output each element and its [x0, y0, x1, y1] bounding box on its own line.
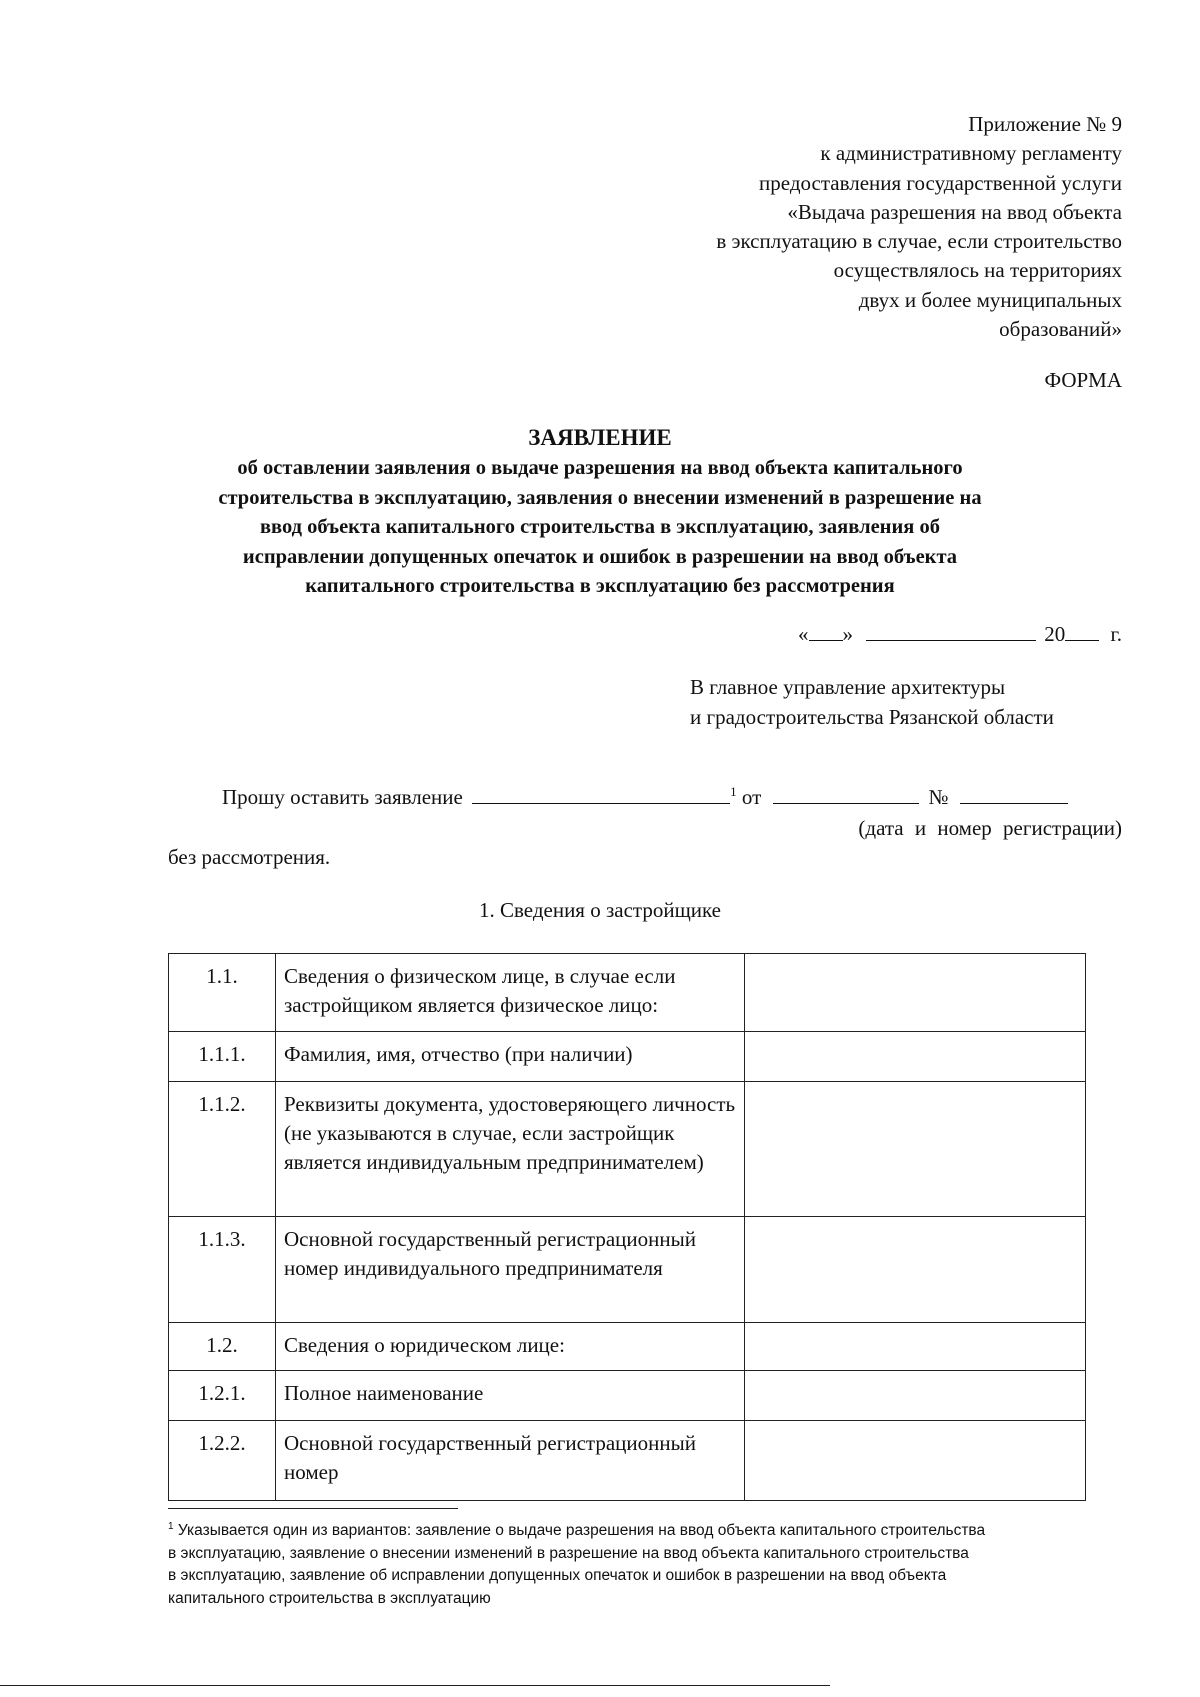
request-suffix: без рассмотрения.: [168, 845, 331, 869]
document-title: [140, 422, 1060, 602]
row-label: Сведения о физическом лице, в случае если застройщиком является физическое лицо:: [276, 954, 745, 1032]
date-close-quote: »: [842, 622, 853, 646]
appendix-header: [562, 110, 1122, 344]
page-bottom-rule: [0, 1685, 830, 1686]
footnote-line: капитального строительства в эксплуатацию: [168, 1589, 491, 1607]
row-number: 1.1.3.: [169, 1217, 276, 1323]
appendix-line: осуществлялось на территориях: [833, 258, 1122, 283]
request-prefix: Прошу оставить заявление: [222, 785, 463, 809]
table-row: [169, 1032, 1086, 1082]
row-value-field[interactable]: [745, 1082, 1086, 1217]
addressee-line: и градостроительства Рязанской области: [690, 705, 1054, 729]
title-main: ЗАЯВЛЕНИЕ: [528, 425, 672, 450]
appendix-line: «Выдача разрешения на ввод объекта: [787, 199, 1122, 224]
footnote-reference: 1: [730, 784, 737, 799]
year-prefix: 20: [1044, 622, 1066, 646]
row-label: Основной государственный регистрационный номер индивидуального предпринимателя: [276, 1217, 745, 1323]
row-number: 1.2.: [169, 1323, 276, 1371]
row-number: 1.1.2.: [169, 1082, 276, 1217]
footnote-line: в эксплуатацию, заявление об исправлении допущенных опечаток и ошибок в разрешении на ввод объекта: [168, 1567, 947, 1585]
title-line: ввод объекта капитального строительства в эксплуатацию, заявления об: [259, 516, 941, 538]
footnote-mark: 1: [168, 1521, 174, 1532]
year-blank-field[interactable]: [1065, 620, 1099, 641]
title-line: строительства в эксплуатацию, заявления о внесении изменений в разрешение на: [218, 486, 982, 509]
table-row: [169, 1217, 1086, 1323]
registration-number-blank-field[interactable]: [960, 783, 1068, 804]
appendix-line: предоставления государственной услуги: [759, 170, 1122, 195]
row-label: Сведения о юридическом лице:: [276, 1323, 745, 1371]
request-from-word: от: [741, 785, 762, 809]
row-value-field[interactable]: [745, 1371, 1086, 1421]
form-label: ФОРМА: [1044, 368, 1122, 392]
title-line: исправлении допущенных опечаток и ошибок в разрешении на ввод объекта: [242, 545, 958, 568]
appendix-line: Приложение № 9: [968, 112, 1122, 136]
date-line: [798, 620, 1122, 647]
appendix-line: образований»: [999, 317, 1122, 342]
appendix-line: в эксплуатацию в случае, если строительство: [716, 229, 1122, 254]
appendix-line: двух и более муниципальных: [858, 287, 1122, 312]
month-blank-field[interactable]: [866, 620, 1036, 641]
footnote: [168, 1516, 1118, 1610]
request-line: [222, 783, 1068, 810]
year-suffix: г.: [1110, 622, 1122, 646]
addressee-line: В главное управление архитектуры: [690, 675, 1006, 699]
table-row: [169, 1082, 1086, 1217]
request-hint: (дата и номер регистрации): [858, 816, 1122, 840]
row-value-field[interactable]: [745, 954, 1086, 1032]
number-sign: №: [928, 785, 949, 809]
table-row: [169, 1323, 1086, 1371]
table-row: [169, 1421, 1086, 1501]
row-value-field[interactable]: [745, 1217, 1086, 1323]
date-open-quote: «: [798, 622, 809, 646]
row-value-field[interactable]: [745, 1032, 1086, 1082]
footnote-line: [168, 1516, 1118, 1543]
footnote-separator: [168, 1508, 458, 1509]
row-value-field[interactable]: [745, 1323, 1086, 1371]
developer-info-table: [168, 953, 1086, 1501]
application-type-blank-field[interactable]: [472, 783, 730, 804]
footnote-text: Указывается один из вариантов: заявление о выдаче разрешения на ввод объекта капитального строительства: [177, 1522, 986, 1540]
title-subtitle: [140, 454, 1060, 602]
footnote-line: в эксплуатацию, заявление о внесении изменений в разрешение на ввод объекта капитального строительства: [168, 1544, 969, 1562]
appendix-line: к административному регламенту: [820, 141, 1122, 166]
day-blank-field[interactable]: [809, 620, 843, 641]
row-number: 1.1.: [169, 954, 276, 1032]
title-line: капитального строительства в эксплуатацию без рассмотрения: [305, 575, 895, 597]
row-number: 1.2.1.: [169, 1371, 276, 1421]
row-number: 1.2.2.: [169, 1421, 276, 1501]
table-row: [169, 954, 1086, 1032]
row-number: 1.1.1.: [169, 1032, 276, 1082]
addressee: [690, 672, 1054, 732]
section-title: 1. Сведения о застройщике: [478, 898, 721, 922]
row-label: Основной государственный регистрационный номер: [276, 1421, 745, 1501]
row-label: Полное наименование: [276, 1371, 745, 1421]
title-line: об оставлении заявления о выдаче разрешения на ввод объекта капитального: [237, 457, 963, 479]
registration-date-blank-field[interactable]: [773, 783, 919, 804]
table-row: [169, 1371, 1086, 1421]
row-label: Фамилия, имя, отчество (при наличии): [276, 1032, 745, 1082]
row-label: Реквизиты документа, удостоверяющего личность (не указываются в случае, если застройщик является индивидуальным предпринимателем): [276, 1082, 745, 1217]
row-value-field[interactable]: [745, 1421, 1086, 1501]
